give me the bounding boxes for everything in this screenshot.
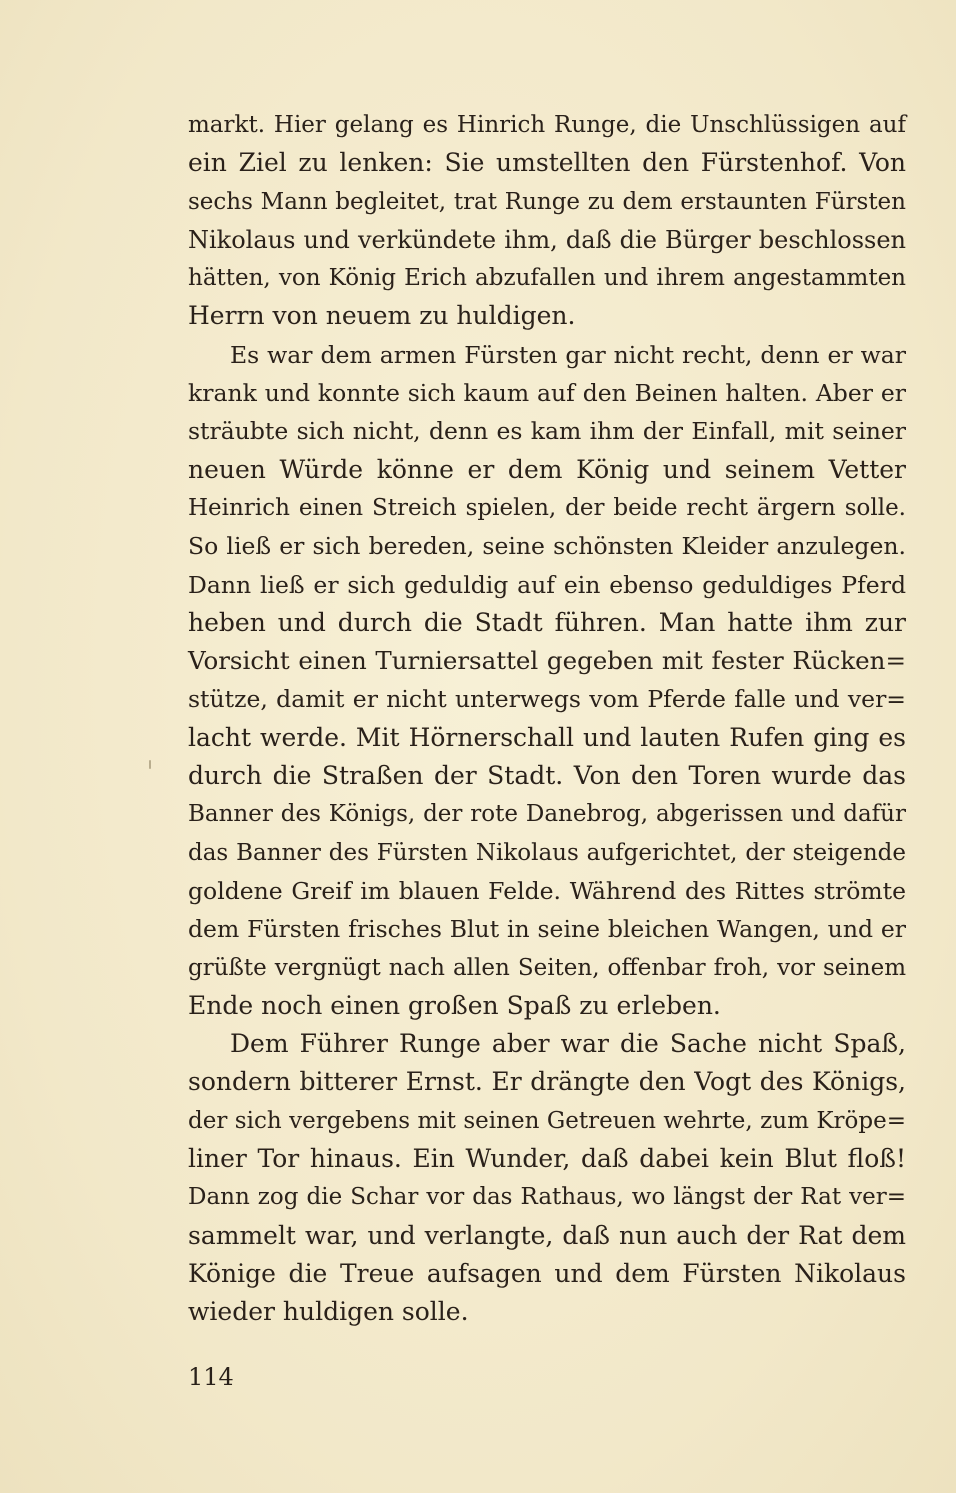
text-line: markt. Hier gelang es Hinrich Runge, die Unschlüssigen auf (188, 112, 906, 138)
text-line: Dem Führer Runge aber war die Sache nicht Spaß, (230, 1029, 906, 1059)
text-line: Banner des Königs, der rote Danebrog, abgerissen und dafür (188, 801, 906, 828)
text-line: sechs Mann begleitet, trat Runge zu dem erstaunten Fürsten (188, 188, 906, 215)
text-line: Nikolaus und verkündete ihm, daß die Bürger beschlossen (188, 225, 906, 254)
text-line: hätten, von König Erich abzufallen und ihrem angestammten (188, 265, 906, 292)
text-line: sträubte sich nicht, denn es kam ihm der Einfall, mit seiner (188, 417, 906, 446)
text-line: das Banner des Fürsten Nikolaus aufgerichtet, der steigende (188, 839, 906, 866)
text-line: ein Ziel zu lenken: Sie umstellten den Fürstenhof. Von (188, 148, 906, 178)
text-line: sondern bitterer Ernst. Er drängte den Vogt des Königs, (188, 1067, 906, 1097)
text-line: lacht werde. Mit Hörnerschall und lauten Rufen ging es (188, 722, 906, 752)
text-line: sammelt war, und verlangte, daß nun auch der Rat dem (188, 1220, 906, 1250)
text-line: durch die Straßen der Stadt. Von den Toren wurde das (188, 761, 906, 791)
text-line: Könige die Treue aufsagen und dem Fürsten Nikolaus (188, 1258, 906, 1288)
text-line: Dann ließ er sich geduldig auf ein ebenso geduldiges Pferd (188, 570, 906, 599)
text-line: neuen Würde könne er dem König und seinem Vetter (188, 454, 906, 484)
text-line: goldene Greif im blauen Felde. Während des Rittes strömte (188, 876, 906, 905)
text-line: wieder huldigen solle. (188, 1297, 469, 1327)
text-line: stütze, damit er nicht unterwegs vom Pferde falle und ver= (188, 685, 906, 714)
body-text (188, 106, 906, 1332)
text-line: liner Tor hinaus. Ein Wunder, daß dabei kein Blut floß! (188, 1144, 906, 1174)
page-number: 114 (188, 1363, 234, 1391)
text-line: der sich vergebens mit seinen Getreuen wehrte, zum Kröpe= (188, 1107, 906, 1134)
text-line: Ende noch einen großen Spaß zu erleben. (188, 990, 721, 1020)
text-line: Dann zog die Schar vor das Rathaus, wo längst der Rat ver= (188, 1184, 906, 1211)
paper-speck (149, 760, 151, 769)
text-line: Es war dem armen Fürsten gar nicht recht, denn er war (230, 340, 906, 369)
text-line: heben und durch die Stadt führen. Man hatte ihm zur (188, 607, 906, 637)
text-line: So ließ er sich bereden, seine schönsten Kleider anzulegen. (188, 532, 906, 561)
text-line: grüßte vergnügt nach allen Seiten, offenbar froh, vor seinem (188, 954, 906, 981)
text-line: dem Fürsten frisches Blut in seine bleichen Wangen, und er (188, 915, 906, 944)
text-line: Heinrich einen Streich spielen, der beide recht ärgern solle. (188, 494, 906, 521)
text-line: krank und konnte sich kaum auf den Beinen halten. Aber er (188, 379, 906, 408)
text-line: Herrn von neuem zu huldigen. (188, 301, 576, 331)
text-line: Vorsicht einen Turniersattel gegeben mit fester Rücken= (188, 646, 906, 676)
